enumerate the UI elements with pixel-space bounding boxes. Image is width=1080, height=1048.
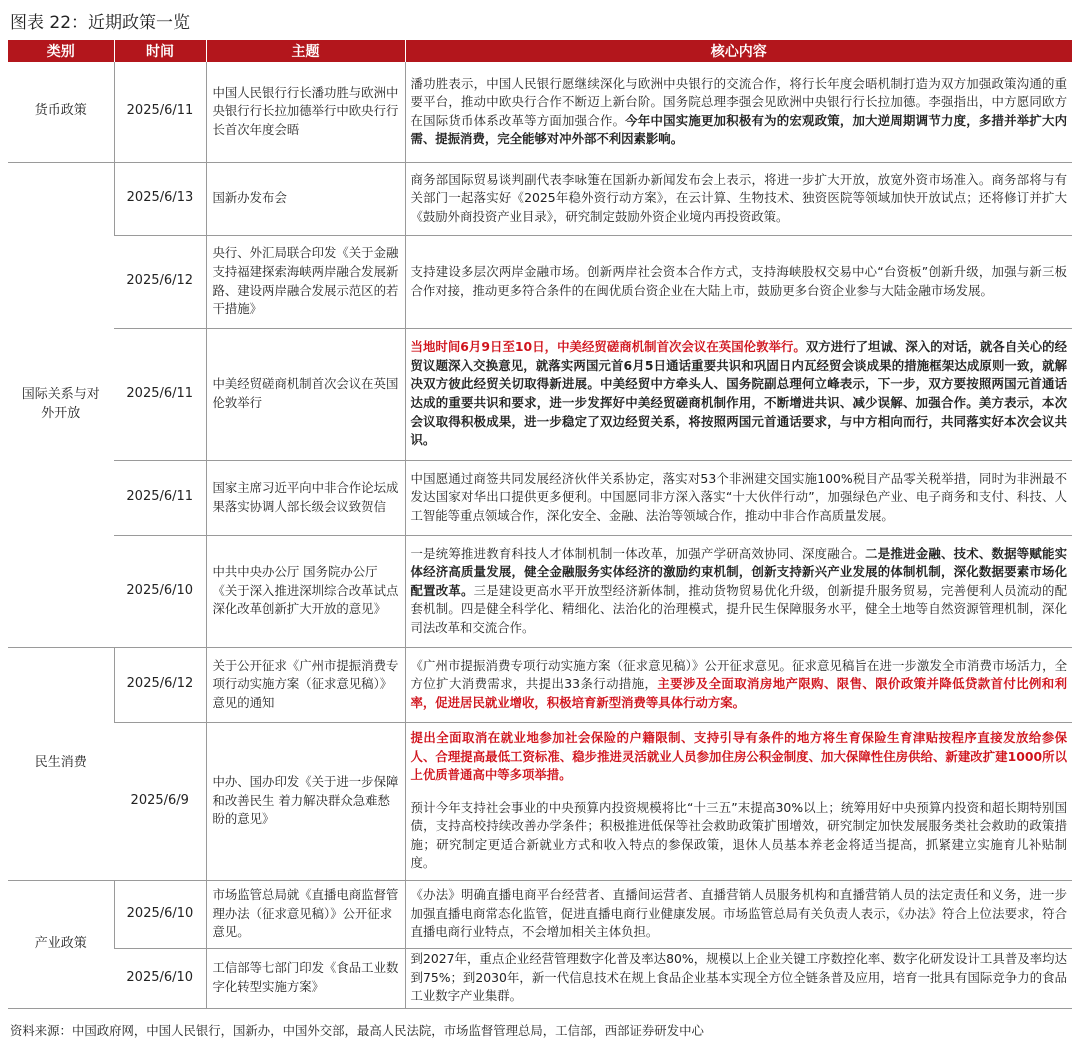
topic-cell: 中办、国办印发《关于进一步保障和改善民生 着力解决群众急难愁盼的意见》 xyxy=(206,722,405,880)
category-cell: 国际关系与对外开放 xyxy=(8,162,114,647)
content-cell: 到2027年，重点企业经营管理数字化普及率达80%，规模以上企业关键工序数控化率、数字化研发设计工具普及率均达到75%；到2030年，新一代信息技术在规上食品企业基本实现全方位全链条普及应用，培育一批具有国际竞争力的食品工业数字产业集群。 xyxy=(405,948,1072,1008)
time-cell: 2025/6/10 xyxy=(114,948,206,1008)
category-cell: 货币政策 xyxy=(8,62,114,162)
content-text: 《广州市提振消费专项行动实施方案（征求意见稿）》公开征求意见。征求意见稿旨在进一步激发全市消费市场活力，全方位扩大消费需求，共提出33条行动措施， xyxy=(410,657,1067,692)
table-header-row xyxy=(8,40,1072,62)
content-red-emphasis: 提出全面取消在就业地参加社会保险的户籍限制、支持引导有条件的地方将生育保险生育津贴按程序直接发放给参保人、合理提高最低工资标准、稳步推进灵活就业人员参加住房公积金制度、加大保障性住房供给、新建改扩建1000所以上优质普通高中等多项举措。 xyxy=(410,729,1067,783)
header-content: 核心内容 xyxy=(405,40,1072,62)
content-red-emphasis: 当地时间6月9日至10日，中美经贸磋商机制首次会议在英国伦敦举行。 xyxy=(410,339,806,355)
time-cell: 2025/6/9 xyxy=(114,722,206,880)
time-cell: 2025/6/10 xyxy=(114,535,206,647)
figure-title: 图表 22：近期政策一览 xyxy=(10,13,191,33)
topic-cell: 市场监管总局就《直播电商监督管理办法（征求意见稿）》公开征求意见。 xyxy=(206,880,405,948)
content-cell xyxy=(405,722,1072,880)
content-cell xyxy=(405,328,1072,460)
content-cell: 商务部国际贸易谈判副代表李咏箑在国新办新闻发布会上表示，将进一步扩大开放，放宽外资市场准入。商务部将与有关部门一起落实好《2025年稳外资行动方案》，在云计算、生物技术、独资医院等领域加快开放试点；还将修订并扩大《鼓励外商投资产业目录》，研究制定鼓励外资企业境内再投资政策。 xyxy=(405,162,1072,235)
table-row xyxy=(8,647,1072,722)
topic-cell: 国新办发布会 xyxy=(206,162,405,235)
content-text: 预计今年支持社会事业的中央预算内投资规模将比“十三五”末提高30%以上；统筹用好中央预算内投资和超长期特别国债，支持高校持续改善办学条件；积极推进低保等社会救助政策扩围增效，研究制定加快发展服务类社会救助的政策措施；研究制定更适合新就业方式和收入特点的参保政策，退休人员基本养老金将适当提高，抓紧建立实施育儿补贴制度。 xyxy=(410,799,1067,871)
table-row xyxy=(8,162,1072,235)
time-cell: 2025/6/13 xyxy=(114,162,206,235)
content-text: 一是统筹推进教育科技人才体制机制一体改革，加强产学研高效协同、深度融合。 xyxy=(410,545,866,561)
content-red-emphasis: 主要涉及全面取消房地产限购、限售、限价政策并降低贷款首付比例和利率，促进居民就业增收，积极培育新型消费等具体行动方案。 xyxy=(410,676,1067,710)
header-topic: 主题 xyxy=(206,40,405,62)
content-cell xyxy=(405,62,1072,162)
table-row xyxy=(8,722,1072,880)
content-cell: 中国愿通过商签共同发展经济伙伴关系协定，落实对53个非洲建交国实施100%税目产品零关税举措，同时为非洲最不发达国家对华出口提供更多便利。中国愿同非方深入落实“十大伙伴行动”，加强绿色产业、电子商务和支付、科技、人工智能等重点领域合作，深化安全、金融、法治等领域合作，推动中非合作高质量发展。 xyxy=(405,460,1072,535)
content-text: 三是建设更高水平开放型经济新体制，推动货物贸易优化升级，创新提升服务贸易，完善便利人员流动的配套机制。四是健全科学化、精细化、法治化的治理模式，提升民生保障服务水平，健全土地等自然资源管理机制，深化司法改革和交流合作。 xyxy=(410,582,1068,635)
content-emphasis: 二是推进金融、技术、数据等赋能实体经济高质量发展，健全金融服务实体经济的激励约束机制，创新支持新兴产业发展的体制机制，深化数据要素市场化配置改革。 xyxy=(410,545,1068,598)
table-row xyxy=(8,460,1072,535)
time-cell: 2025/6/12 xyxy=(114,647,206,722)
table-row xyxy=(8,948,1072,1008)
time-cell: 2025/6/11 xyxy=(114,328,206,460)
content-text: 潘功胜表示，中国人民银行愿继续深化与欧洲中央银行的交流合作，将行长年度会晤机制打造为双方加强政策沟通的重要平台，推动中欧央行合作不断迈上新台阶。国务院总理李强会见欧洲中央银行行长拉加德。李强指出，中方愿同欧方在国际货币体系改革等方面加强合作。 xyxy=(410,75,1067,128)
content-cell xyxy=(405,647,1072,722)
time-cell: 2025/6/12 xyxy=(114,235,206,328)
paragraph-gap xyxy=(411,785,1068,799)
table-row xyxy=(8,535,1072,647)
table-row xyxy=(8,62,1072,162)
table-row xyxy=(8,235,1072,328)
content-cell: 《办法》明确直播电商平台经营者、直播间运营者、直播营销人员服务机构和直播营销人员的法定责任和义务，进一步加强直播电商常态化监管，促进直播电商行业健康发展。市场监管总局有关负责人表示，《办法》符合上位法要求，符合直播电商行业特点，不会增加相关主体负担。 xyxy=(405,880,1072,948)
time-cell: 2025/6/11 xyxy=(114,460,206,535)
source-note: 资料来源：中国政府网，中国人民银行，国新办，中国外交部，最高人民法院，市场监督管理总局，工信部，西部证券研发中心 xyxy=(10,1023,704,1038)
content-cell xyxy=(405,535,1072,647)
time-cell: 2025/6/11 xyxy=(114,62,206,162)
topic-cell: 央行、外汇局联合印发《关于金融支持福建探索海峡两岸融合发展新路、建设两岸融合发展示范区的若干措施》 xyxy=(206,235,405,328)
topic-cell: 中美经贸磋商机制首次会议在英国伦敦举行 xyxy=(206,328,405,460)
topic-cell: 国家主席习近平向中非合作论坛成果落实协调人部长级会议致贺信 xyxy=(206,460,405,535)
category-cell: 民生消费 xyxy=(8,647,114,880)
category-cell: 产业政策 xyxy=(8,880,114,1008)
header-category: 类别 xyxy=(8,40,114,62)
header-time: 时间 xyxy=(114,40,206,62)
content-emphasis: 双方进行了坦诚、深入的对话，就各自关心的经贸议题深入交换意见，就落实两国元首6月5日通话重要共识和巩固日内瓦经贸会谈成果的措施框架达成原则一致，就解决双方彼此经贸关切取得新进展。中美经贸中方牵头人、国务院副总理何立峰表示，下一步，双方要按照两国元首通话达成的重要共识和要求，进一步发挥好中美经贸磋商机制作用，不断增进共识、减少误解、加强合作。美方表示，本次会议取得积极成果，进一步稳定了双边经贸关系，将按照两国元首通话要求，与中方相向而行，共同落实好本次会议共识。 xyxy=(410,339,1067,448)
table-row xyxy=(8,328,1072,460)
topic-cell: 中国人民银行行长潘功胜与欧洲中央银行行长拉加德举行中欧央行行长首次年度会晤 xyxy=(206,62,405,162)
time-cell: 2025/6/10 xyxy=(114,880,206,948)
content-emphasis: 今年中国实施更加积极有为的宏观政策，加大逆周期调节力度，多措并举扩大内需、提振消费，完全能够对冲外部不利因素影响。 xyxy=(410,112,1067,147)
topic-cell: 工信部等七部门印发《食品工业数字化转型实施方案》 xyxy=(206,948,405,1008)
topic-cell: 关于公开征求《广州市提振消费专项行动实施方案（征求意见稿）》意见的通知 xyxy=(206,647,405,722)
topic-cell: 中共中央办公厅 国务院办公厅《关于深入推进深圳综合改革试点深化改革创新扩大开放的意见》 xyxy=(206,535,405,647)
content-cell: 支持建设多层次两岸金融市场。创新两岸社会资本合作方式，支持海峡股权交易中心“台资板”创新升级，加强与新三板合作对接，推动更多符合条件的在闽优质台资企业在大陆上市，鼓励更多台资企业参与大陆金融市场发展。 xyxy=(405,235,1072,328)
table-row xyxy=(8,880,1072,948)
policy-table xyxy=(8,40,1072,1009)
